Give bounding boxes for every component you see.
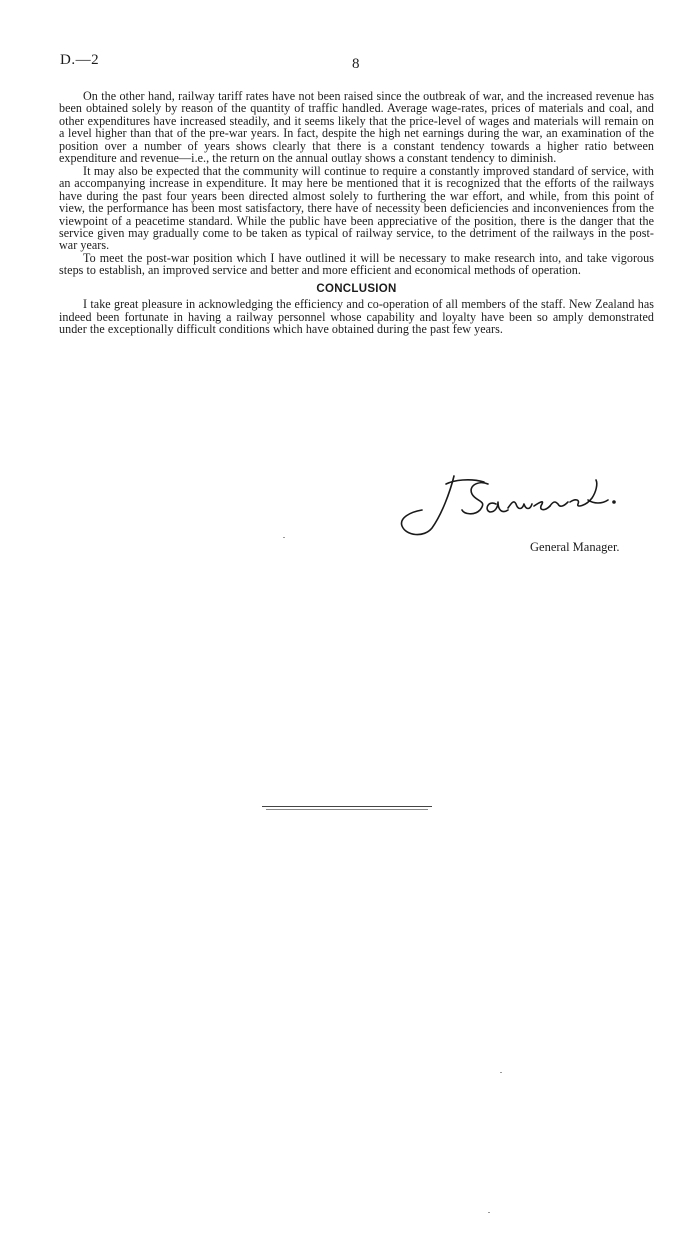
handwritten-signature — [392, 470, 632, 542]
report-body — [59, 90, 654, 336]
end-rule — [262, 806, 432, 807]
conclusion-heading: CONCLUSION — [316, 282, 397, 295]
paragraph-service-standard: It may also be expected that the community will continue to require a constantly improved standard of service, with an accompanying increase in expenditure. It may here be mentioned that it is recognized that the efforts of the railways have during the past four years been directed almost solely to furthering the war effort, and while, from this point of view, the performance has been most satisfactory, there have of necessity been deficiencies and inconveniences from the viewpoint of a peacetime standard. While the public have been appreciative of the position, there is the danger that the service given may gradually come to be taken as typical of railway service, to the detriment of the railways in the post-war years. — [59, 163, 654, 253]
page-number: 8 — [352, 56, 360, 72]
paragraph-post-war-position: To meet the post-war position which I have outlined it will be necessary to make research into, and take vigorous steps to establish, an improved service and better and more efficient and economical methods of operation. — [59, 250, 654, 278]
paragraph-conclusion: I take great pleasure in acknowledging the efficiency and co-operation of all members of the staff. New Zealand has indeed been fortunate in having a railway personnel whose capability and loyalty have been so amply demonstrated under the exceptionally difficult conditions which have obtained during the past few years. — [59, 297, 654, 337]
paper-speck — [283, 537, 285, 538]
paper-speck — [488, 1212, 490, 1213]
paper-speck — [500, 1072, 502, 1073]
paragraph-tariff-rates: On the other hand, railway tariff rates have not been raised since the outbreak of war, and the increased revenue has been obtained solely by reason of the quantity of traffic handled. Average wage-rates, prices of materials and coal, and other expenditures have increased steadily, and it seems likely that the price-level of wages and materials will remain on a level higher than that of the pre-war years. In fact, despite the high net earnings during the war, an examination of the position over a number of years shows clearly that there is a constant tendency towards a higher ratio between expenditure and revenue—i.e., the return on the annual outlay shows a constant tendency to diminish. — [59, 89, 654, 166]
document-series-code: D.—2 — [60, 52, 100, 68]
signatory-title: General Manager. — [530, 540, 620, 554]
end-rule-lower — [266, 809, 428, 810]
